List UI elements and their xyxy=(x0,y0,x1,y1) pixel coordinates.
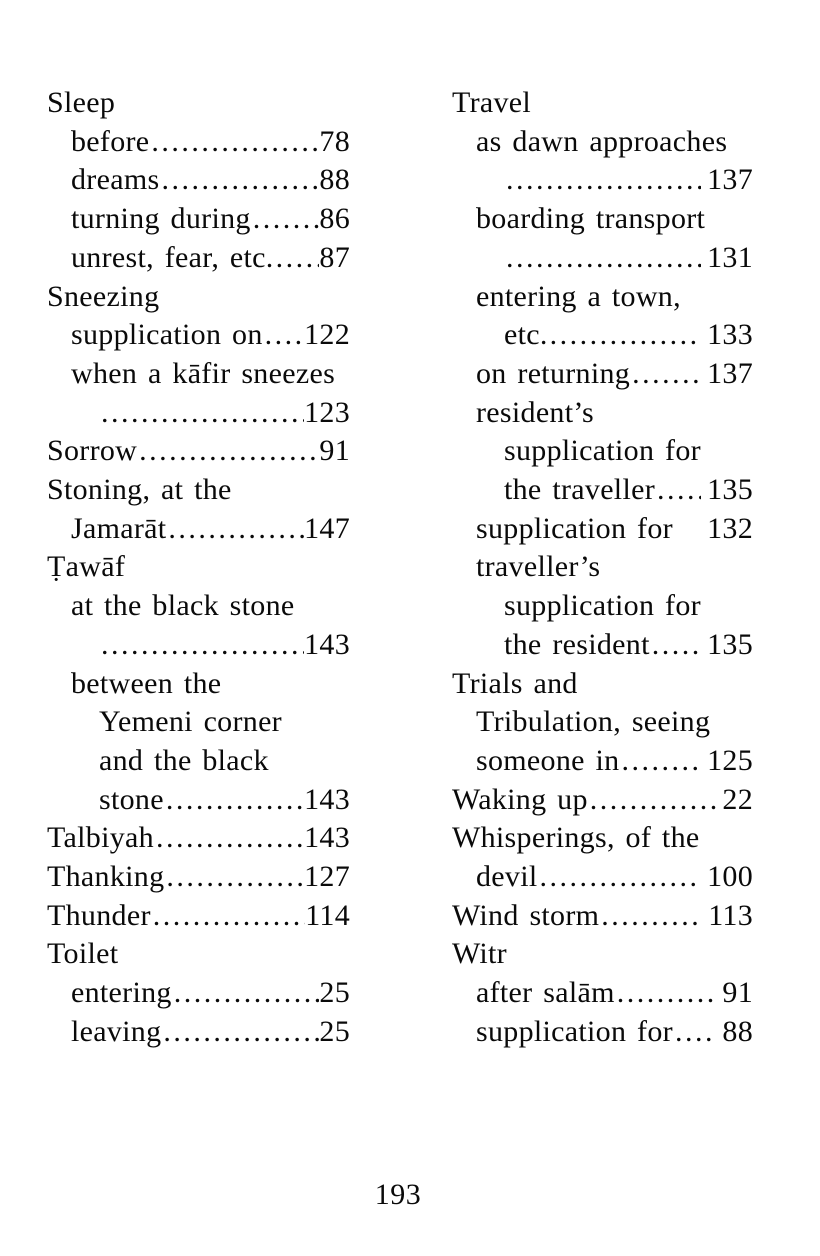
entry-text: Sorrow xyxy=(47,434,138,468)
entry-text: supplication on xyxy=(71,318,263,352)
entry-page-number: 25 xyxy=(319,1014,350,1048)
index-entry xyxy=(47,200,350,239)
index-entry xyxy=(452,471,753,510)
entry-text: Yemeni corner xyxy=(99,705,282,739)
dot-leader xyxy=(630,355,701,394)
entry-text: Talbiyah xyxy=(47,821,154,855)
dot-leader xyxy=(274,239,320,278)
entry-page-number: 88 xyxy=(722,1014,753,1048)
index-entry xyxy=(47,781,350,820)
entry-page-number: 135 xyxy=(707,473,753,507)
dot-leader xyxy=(151,897,305,936)
index-heading-line xyxy=(452,587,753,626)
index-entry xyxy=(452,742,753,781)
entry-text: as dawn approaches xyxy=(476,124,728,158)
dot-leader xyxy=(149,123,319,162)
index-heading-line xyxy=(47,742,350,781)
page-number: 193 xyxy=(374,1178,422,1211)
index-heading-line xyxy=(47,587,350,626)
index-entry xyxy=(452,626,753,665)
index-entry xyxy=(47,858,350,897)
dot-leader xyxy=(263,316,304,355)
dot-leader xyxy=(588,781,717,820)
entry-page-number: 100 xyxy=(707,860,753,894)
index-entry xyxy=(452,897,753,936)
entry-page-number: 88 xyxy=(319,163,350,197)
index-heading-line xyxy=(452,548,753,587)
entry-text: Stoning, at the xyxy=(47,473,232,507)
index-heading-line xyxy=(452,432,753,471)
dot-leader xyxy=(99,394,304,433)
index-heading-line xyxy=(47,355,350,394)
entry-text: supplication for xyxy=(476,511,673,545)
entry-page-number: 127 xyxy=(304,860,350,894)
index-column-left xyxy=(47,84,350,1052)
entry-text: entering xyxy=(71,976,172,1010)
entry-page-number: 122 xyxy=(304,318,350,352)
entry-page-number: 123 xyxy=(304,395,350,429)
entry-text: the traveller xyxy=(504,473,655,507)
entry-text: someone in xyxy=(476,743,620,777)
entry-page-number: 91 xyxy=(722,976,753,1010)
dot-leader xyxy=(619,742,701,781)
index-heading-line xyxy=(452,665,753,704)
entry-page-number: 132 xyxy=(707,511,753,545)
entry-text: Thunder xyxy=(47,898,151,932)
entry-text: Sneezing xyxy=(47,279,160,313)
dot-leader xyxy=(650,626,701,665)
index-column-right xyxy=(452,84,753,1052)
entry-page-number: 143 xyxy=(304,782,350,816)
entry-page-number: 143 xyxy=(304,821,350,855)
entry-text: Sleep xyxy=(47,86,116,119)
dot-leader xyxy=(599,897,702,936)
index-entry xyxy=(452,316,753,355)
index-entry xyxy=(47,161,350,200)
index-entry xyxy=(452,355,753,394)
index-heading-line xyxy=(47,278,350,317)
dot-leader xyxy=(161,1013,319,1052)
dot-leader xyxy=(154,819,304,858)
entry-text: the resident xyxy=(504,627,650,661)
index-entry xyxy=(47,1013,350,1052)
index-heading-line xyxy=(452,819,753,858)
entry-page-number: 147 xyxy=(304,511,350,545)
entry-text: stone xyxy=(99,782,164,816)
index-entry xyxy=(47,239,350,278)
entry-text: on returning xyxy=(476,356,631,390)
index-entry xyxy=(47,510,350,549)
entry-text: Travel xyxy=(452,86,532,119)
index-entry xyxy=(47,316,350,355)
entry-text: leaving xyxy=(71,1014,162,1048)
index-heading-line xyxy=(452,935,753,974)
index-columns xyxy=(47,84,753,1052)
entry-text: when a kāfir sneezes xyxy=(71,356,336,390)
dot-leader xyxy=(615,974,717,1013)
entry-text: Thanking xyxy=(47,860,165,894)
entry-text: between the xyxy=(71,666,222,700)
entry-page-number: 87 xyxy=(319,240,350,274)
index-entry-continuation xyxy=(47,394,350,433)
index-heading-line xyxy=(452,84,753,123)
dot-leader xyxy=(673,1013,716,1052)
page-footer xyxy=(0,1176,796,1214)
index-heading-line xyxy=(47,84,350,123)
entry-text: and the black xyxy=(99,743,269,777)
index-entry xyxy=(452,858,753,897)
entry-text: Ṭawāf xyxy=(47,550,126,584)
dot-leader xyxy=(137,432,319,471)
entry-text: boarding transport xyxy=(476,202,706,236)
index-heading-line xyxy=(47,935,350,974)
entry-text: Trials and xyxy=(452,666,578,700)
entry-text: supplication for xyxy=(504,589,701,623)
index-entry xyxy=(452,510,753,549)
index-entry xyxy=(47,819,350,858)
entry-page-number: 135 xyxy=(707,627,753,661)
index-heading-line xyxy=(47,703,350,742)
entry-page-number: 22 xyxy=(722,782,753,816)
dot-leader xyxy=(655,471,701,510)
dot-leader xyxy=(538,858,702,897)
entry-text: Waking up xyxy=(452,782,588,816)
entry-text: turning during xyxy=(71,202,251,236)
entry-text: traveller’s xyxy=(476,550,601,584)
index-entry xyxy=(452,781,753,820)
entry-page-number: 78 xyxy=(319,124,350,158)
entry-text: Toilet xyxy=(47,937,119,971)
entry-text: dreams xyxy=(71,163,160,197)
index-entry-continuation xyxy=(47,626,350,665)
index-heading-line xyxy=(452,278,753,317)
entry-page-number: 25 xyxy=(319,976,350,1010)
dot-leader xyxy=(166,510,304,549)
entry-text: after salām xyxy=(476,976,615,1010)
index-entry xyxy=(452,1013,753,1052)
entry-text: etc. xyxy=(504,318,548,352)
entry-text: before xyxy=(71,124,150,158)
entry-text: Wind storm xyxy=(452,898,600,932)
index-entry xyxy=(452,974,753,1013)
entry-page-number: 86 xyxy=(319,202,350,236)
entry-text: Jamarāt xyxy=(71,511,167,545)
entry-page-number: 137 xyxy=(707,356,753,390)
entry-text: devil xyxy=(476,860,538,894)
dot-leader xyxy=(164,781,304,820)
entry-text: Tribulation, seeing xyxy=(476,705,711,739)
entry-text: unrest, fear, etc. xyxy=(71,240,274,274)
dot-leader xyxy=(99,626,304,665)
dot-leader xyxy=(548,316,701,355)
index-heading-line xyxy=(47,548,350,587)
entry-text: at the black stone xyxy=(71,589,295,623)
entry-page-number: 131 xyxy=(707,240,753,274)
index-entry xyxy=(47,974,350,1013)
entry-text: resident’s xyxy=(476,395,594,429)
dot-leader xyxy=(159,161,319,200)
dot-leader xyxy=(251,200,320,239)
spacer xyxy=(673,510,701,549)
index-entry xyxy=(47,123,350,162)
index-heading-line xyxy=(452,200,753,239)
dot-leader xyxy=(172,974,320,1013)
index-heading-line xyxy=(47,665,350,704)
index-entry-continuation xyxy=(452,161,753,200)
entry-text: Witr xyxy=(452,937,507,971)
entry-text: supplication for xyxy=(476,1014,673,1048)
entry-page-number: 113 xyxy=(708,898,753,932)
entry-page-number: 125 xyxy=(707,743,753,777)
index-entry xyxy=(47,897,350,936)
index-heading-line xyxy=(452,703,753,742)
index-heading-line xyxy=(452,123,753,162)
entry-text: supplication for xyxy=(504,434,701,468)
entry-text: Whisperings, of the xyxy=(452,821,700,855)
entry-page-number: 133 xyxy=(707,318,753,352)
index-entry xyxy=(47,432,350,471)
entry-page-number: 143 xyxy=(304,627,350,661)
entry-page-number: 137 xyxy=(707,163,753,197)
index-heading-line xyxy=(47,471,350,510)
dot-leader xyxy=(504,239,701,278)
dot-leader xyxy=(164,858,304,897)
dot-leader xyxy=(504,161,701,200)
index-heading-line xyxy=(452,394,753,433)
entry-text: entering a town, xyxy=(476,279,681,313)
index-entry-continuation xyxy=(452,239,753,278)
entry-page-number: 91 xyxy=(319,434,350,468)
entry-page-number: 114 xyxy=(305,898,350,932)
